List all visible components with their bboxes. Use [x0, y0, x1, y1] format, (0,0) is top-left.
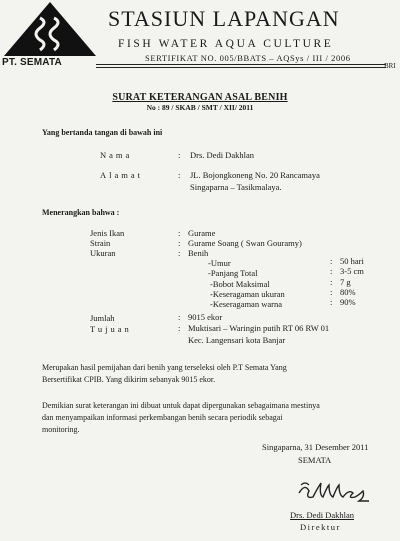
handwritten-signature: [295, 475, 377, 505]
address-line1: JL. Bojongkoneng No. 20 Rancamaya: [190, 170, 320, 180]
declare-text: Menerangkan bahwa :: [42, 208, 120, 217]
document-title: SURAT KETERANGAN ASAL BENIH: [112, 92, 288, 103]
spec-value: 80%: [340, 287, 356, 297]
tujuan-colon: :: [178, 323, 181, 333]
organization-name: STASIUN LAPANGAN: [108, 6, 340, 31]
spec-value: 3-5 cm: [340, 266, 364, 276]
strain-label: Strain: [90, 238, 111, 248]
paragraph-2-line: Demikian surat keterangan ini dibuat untuk dapat dipergunakan sebagaimana mestinya: [42, 401, 320, 410]
signer-name: Drs. Dedi Dakhlan: [290, 510, 354, 520]
tujuan-label: Tujuan: [90, 324, 132, 334]
place-date: Singaparna, 31 Desember 2011: [262, 442, 369, 452]
spec-value: 50 hari: [340, 256, 364, 266]
spec-colon: :: [330, 297, 333, 307]
spec-label: -Keseragaman ukuran: [210, 289, 285, 299]
spec-label: -Panjang Total: [208, 268, 258, 278]
spec-value: 90%: [340, 297, 356, 307]
spec-colon: :: [330, 266, 333, 276]
jumlah-value: 9015 ekor: [188, 312, 223, 322]
jenis-value: Gurame: [188, 228, 216, 238]
jenis-colon: :: [178, 228, 181, 238]
document-number: No : 89 / SKAB / SMT / XII/ 2011: [146, 103, 254, 112]
name-value: Drs. Dedi Dakhlan: [190, 150, 254, 160]
edge-text: BRI: [384, 62, 396, 70]
ukuran-colon: :: [178, 248, 181, 258]
strain-colon: :: [178, 238, 181, 248]
address-label: Alamat: [100, 170, 144, 180]
logo-label: PT. SEMATA: [2, 57, 62, 68]
address-line2: Singaparna – Tasikmalaya.: [190, 182, 282, 192]
name-colon: :: [178, 150, 181, 160]
paragraph-1-line: Merupakan hasil pemijahan dari benih yang terseleksi oleh P.T Semata Yang: [42, 363, 287, 372]
ukuran-label: Ukuran: [90, 248, 116, 258]
spec-label: -Umur: [208, 258, 231, 268]
header-rule-thin: [96, 67, 386, 68]
strain-value: Gurame Soang ( Swan Gouramy): [188, 238, 302, 248]
spec-colon: :: [330, 287, 333, 297]
paragraph-2-line: dan menyampaikan informasi perkembangan benih secara periodik sebagai: [42, 413, 283, 422]
spec-label: -Bobot Maksimal: [210, 279, 270, 289]
paragraph-2-line: monitoring.: [42, 425, 80, 434]
spec-colon: :: [330, 256, 333, 266]
name-label: Nama: [100, 150, 133, 160]
signer-title: Direktur: [300, 522, 341, 532]
address-colon: :: [178, 170, 181, 180]
organization-subtitle: FISH WATER AQUA CULTURE: [118, 38, 334, 50]
certificate-number: SERTIFIKAT NO. 005/BBATS – AQSys / III / 2006: [145, 53, 351, 63]
spec-colon: :: [330, 277, 333, 287]
company-name: SEMATA: [298, 455, 332, 465]
tujuan-line2: Kec. Langensari kota Banjar: [188, 335, 286, 345]
spec-label: -Keseragaman warna: [210, 299, 282, 309]
intro-text: Yang bertanda tangan di bawah ini: [42, 128, 163, 137]
jumlah-label: Jumlah: [90, 313, 115, 323]
jumlah-colon: :: [178, 312, 181, 322]
tujuan-line1: Muktisari – Waringin putih RT 06 RW 01: [188, 323, 330, 333]
header-rule: [96, 64, 386, 65]
paragraph-1-line: Bersertifikat CPIB. Yang dikirim sebanyak 9015 ekor.: [42, 375, 216, 384]
spec-value: 7 g: [340, 277, 351, 287]
ukuran-value: Benih: [188, 248, 209, 258]
jenis-label: Jenis Ikan: [90, 228, 125, 238]
